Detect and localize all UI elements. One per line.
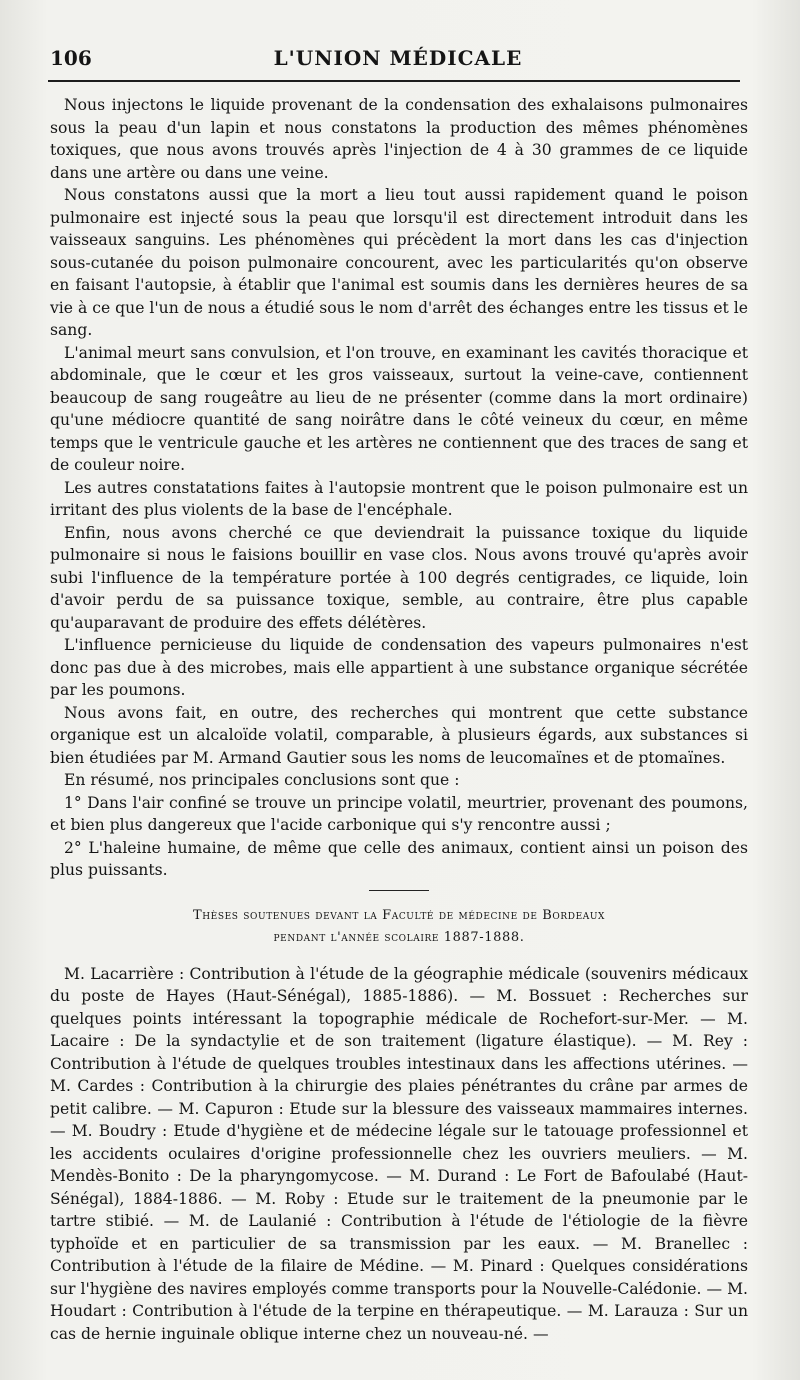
article-body [50, 94, 748, 1345]
paragraph: Nous avons fait, en outre, des recherches qui montrent que cette substance organique est un alcaloïde volatil, comparable, à plusieurs égards, aux substances si bien étudiées par M. Armand Gautier sous les noms de leucomaïnes et de ptomaïnes. [50, 703, 748, 767]
conclusion-item: 1° Dans l'air confiné se trouve un principe volatil, meurtrier, provenant des poumons, et bien plus dangereux que l'acide carbonique qui s'y rencontre aussi ; [50, 793, 748, 834]
page-number: 106 [50, 46, 92, 70]
paragraph: En résumé, nos principales conclusions sont que : [64, 771, 460, 789]
journal-title: L'UNION MÉDICALE [273, 46, 523, 70]
theses-list: M. Lacarrière : Contribution à l'étude de la géographie médicale (souvenirs médicaux du poste de Hayes (Haut-Sénégal), 1885-1886). — M. Bossuet : Recherches sur quelques points intéressant la topographie médicale de Rochefort-sur-Mer. — M. Lacaire : De la syndactylie et de son traitement (ligature élastique). — M. Rey : Contribution à l'étude de quelques troubles intestinaux dans les affections utérines. — M. Cardes : Contribution à la chirurgie des plaies pénétrantes du crâne par armes de petit calibre. — M. Capuron : Etude sur la blessure des vaisseaux mammaires internes. — M. Boudry : Etude d'hygiène et de médecine légale sur le tatouage professionnel et les accidents oculaires d'origine professionnelle chez les ouvriers meuliers. — M. Mendès-Bonito : De la pharyngomycose. — M. Durand : Le Fort de Bafoulabé (Haut-Sénégal), 1884-1886. — M. Roby : Etude sur le traitement de la pneumonie par le tartre stibié. — M. de Laulanié : Contribution à l'étude de l'étiologie de la fièvre typhoïde et en particulier de sa transmission par les eaux. — M. Branellec : Contribution à l'étude de la filaire de Médine. — M. Pinard : Quelques considérations sur l'hygiène des navires employés comme transports pour la Nouvelle-Calédonie. — M. Houdart : Contribution à l'étude de la terpine en thérapeutique. — M. Larauza : Sur un cas de hernie inguinale oblique interne chez un nouveau-né. — [50, 964, 748, 1343]
paragraph: Nous injectons le liquide provenant de la condensation des exhalaisons pulmonaires sous la peau d'un lapin et nous constatons la production des mêmes phénomènes toxiques, que nous avons trouvés après l'injection de 4 à 30 grammes de ce liquide dans une artère ou dans une veine. [50, 96, 748, 182]
page-header [50, 46, 746, 82]
theses-subheading: pendant l'année scolaire 1887-1888. [273, 929, 525, 945]
paragraph: L'animal meurt sans convulsion, et l'on trouve, en examinant les cavités thoracique et abdominale, que le cœur et les gros vaisseaux, surtout la veine-cave, contiennent beaucoup de sang rougeâtre au lieu de ne présenter (comme dans la mort ordinaire) qu'une médiocre quantité de sang noirâtre dans le côté veineux du cœur, en même temps que le ventricule gauche et les artères ne contiennent que des traces de sang et de couleur noire. [50, 343, 748, 474]
paragraph: Enfin, nous avons cherché ce que deviendrait la puissance toxique du liquide pulmonaire si nous le faisions bouillir en vase clos. Nous avons trouvé qu'après avoir subi l'influence de la température portée à 100 degrés centigrades, ce liquide, loin d'avoir perdu de sa puissance toxique, semble, au contraire, être plus capable qu'auparavant de produire des effets délétères. [50, 523, 748, 632]
header-rule [48, 80, 740, 82]
paragraph: Les autres constatations faites à l'autopsie montrent que le poison pulmonaire est un irritant des plus violents de la base de l'encéphale. [50, 478, 748, 519]
conclusion-item: 2° L'haleine humaine, de même que celle des animaux, contient ainsi un poison des plus puissants. [50, 838, 748, 879]
paragraph: L'influence pernicieuse du liquide de condensation des vapeurs pulmonaires n'est donc pas due à des microbes, mais elle appartient à une substance organique sécrétée par les poumons. [50, 636, 748, 699]
section-separator [369, 890, 429, 891]
paragraph: Nous constatons aussi que la mort a lieu tout aussi rapidement quand le poison pulmonaire est injecté sous la peau que lorsqu'il est directement introduit dans les vaisseaux sanguins. Les phénomènes qui précèdent la mort dans les cas d'injection sous-cutanée du poison pulmonaire concourent, avec les particularités qu'on observe en faisant l'autopsie, à établir que l'animal est soumis dans les dernières heures de sa vie à ce que l'un de nous a étudié sous le nom d'arrêt des échanges entre les tissus et le sang. [50, 186, 748, 339]
theses-heading: Thèses soutenues devant la Faculté de médecine de Bordeaux [192, 907, 606, 923]
